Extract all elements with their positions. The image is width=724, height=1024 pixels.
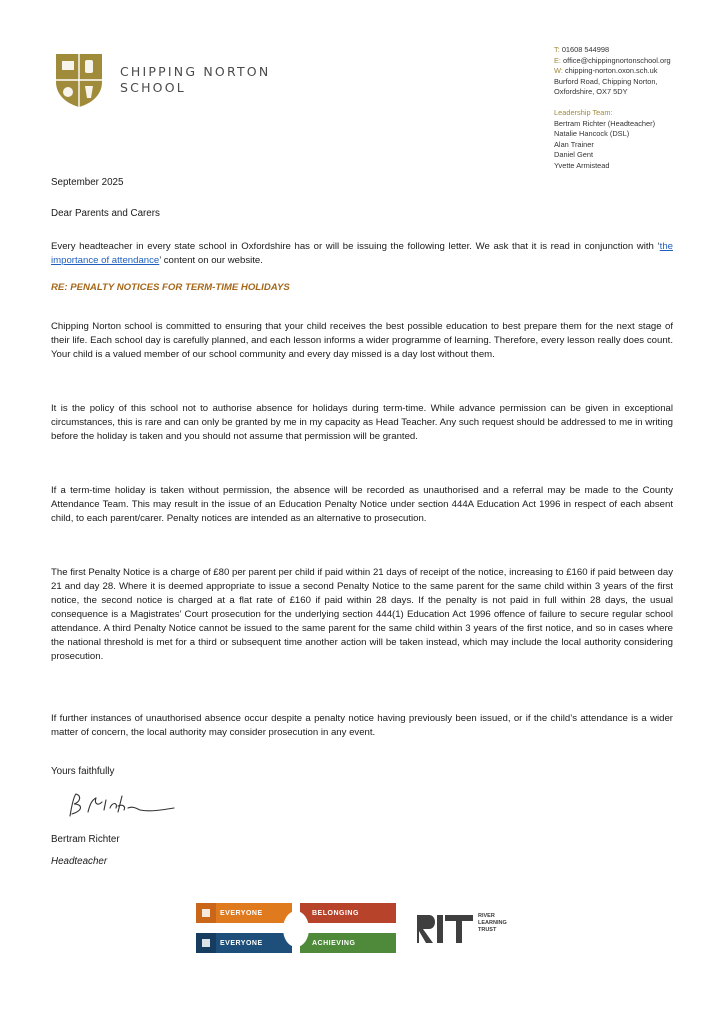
value-belonging: BELONGING [300,903,396,923]
school-crest-logo [54,52,104,108]
square-icon [196,933,216,953]
address-line1: Burford Road, Chipping Norton, [554,76,658,86]
salutation: Dear Parents and Carers [51,208,160,219]
letter-date: September 2025 [51,177,124,188]
leadership-member: Daniel Gent [554,150,594,160]
school-name-line1: CHIPPING NORTON [120,64,271,79]
school-name-line2: SCHOOL [120,80,186,95]
contact-website[interactable]: W: chipping-norton.oxon.sch.uk [554,66,658,76]
value-everyone-top: EVERYONE [196,903,292,923]
value-achieving: ACHIEVING [300,933,396,953]
leadership-heading: Leadership Team: [554,107,613,117]
signer-title: Headteacher [51,856,108,867]
paragraph-penalty-charges: The first Penalty Notice is a charge of £80 per parent per child if paid within 21 days of receipt of the notice, increasing to £160 if paid between day 21 and day 28. Where it is deemed appropriate to issue a second Penalty Notice to the same parent for the same child within 3 years of the first notice, the second notice is charged at a flat rate of £160 if paid within 28 days. If the penalty is not paid in full within 28 days, the usual consequence is a Magistrates’ Court prosecution for the underlying section 444(1) Education Act 1996 offence of failure to secure regular school attendance. A third Penalty Notice cannot be issued to the same parent for the same child within 3 years of the first notice, and so in cases where the national threshold is met for a third or subsequent time another action will be taken instead, which may include the local authority considering prosecution. [51,567,673,662]
leadership-member: Alan Trainer [554,139,594,149]
paragraph-further-absence: If further instances of unauthorised absence occur despite a penalty notice having previously been issued, or if the child’s attendance is a wider matter of concern, the local authority may consider prosecution in any event. [51,713,673,738]
address-line2: Oxfordshire, OX7 5DY [554,87,628,97]
closing: Yours faithfully [51,766,115,777]
values-logo [196,903,396,955]
contact-email[interactable]: E: office@chippingnortonschool.org [554,55,671,65]
values-center-emblem [283,911,309,947]
school-name [120,64,270,96]
trust-name: RIVER LEARNING TRUST [478,913,507,933]
signer-name: Bertram Richter [51,834,120,845]
handwritten-signature [66,790,176,822]
paragraph-referral: If a term-time holiday is taken without permission, the absence will be recorded as unauthorised and a referral may be made to the County Attendance Team. This may result in the issue of an Education Penalty Notice under section 444A Education Act 1996 in respect of each absent child, to each parent/carer. Penalty notices are intended as an alternative to prosecution. [51,485,673,524]
square-icon [196,903,216,923]
paragraph-policy: It is the policy of this school not to authorise absence for holidays during term-time. While advance permission can be given in exceptional circumstances, this is rare and can only be granted by me in my capacity as Head Teacher. Any such request should be addressed to me in writing before the holiday is taken and you should not assume that permission will be granted. [51,403,673,442]
leadership-member: Bertram Richter (Headteacher) [554,118,656,128]
contact-block [554,45,671,172]
leadership-member: Yvette Armistead [554,160,610,170]
leadership-member: Natalie Hancock (DSL) [554,129,630,139]
subject-line: RE: PENALTY NOTICES FOR TERM-TIME HOLIDAYS [51,282,290,293]
attendance-link[interactable]: the importance of attendance [51,241,673,266]
value-everyone-bottom: EVERYONE [196,933,292,953]
contact-phone: T: 01608 544998 [554,45,610,54]
intro-paragraph: Every headteacher in every state school in Oxfordshire has or will be issuing the following letter. We ask that it is read in conjunction with ‘the importance of attendance’ content on our website. [51,241,673,266]
paragraph-commitment: Chipping Norton school is committed to ensuring that your child receives the best possible education to best prepare them for the next stage of their life. Each school day is carefully planned, and each lesson informs a wider programme of learning. Therefore, every lesson really does count. Your child is a valued member of our school community and every day missed is a day lost without them. [51,321,673,360]
